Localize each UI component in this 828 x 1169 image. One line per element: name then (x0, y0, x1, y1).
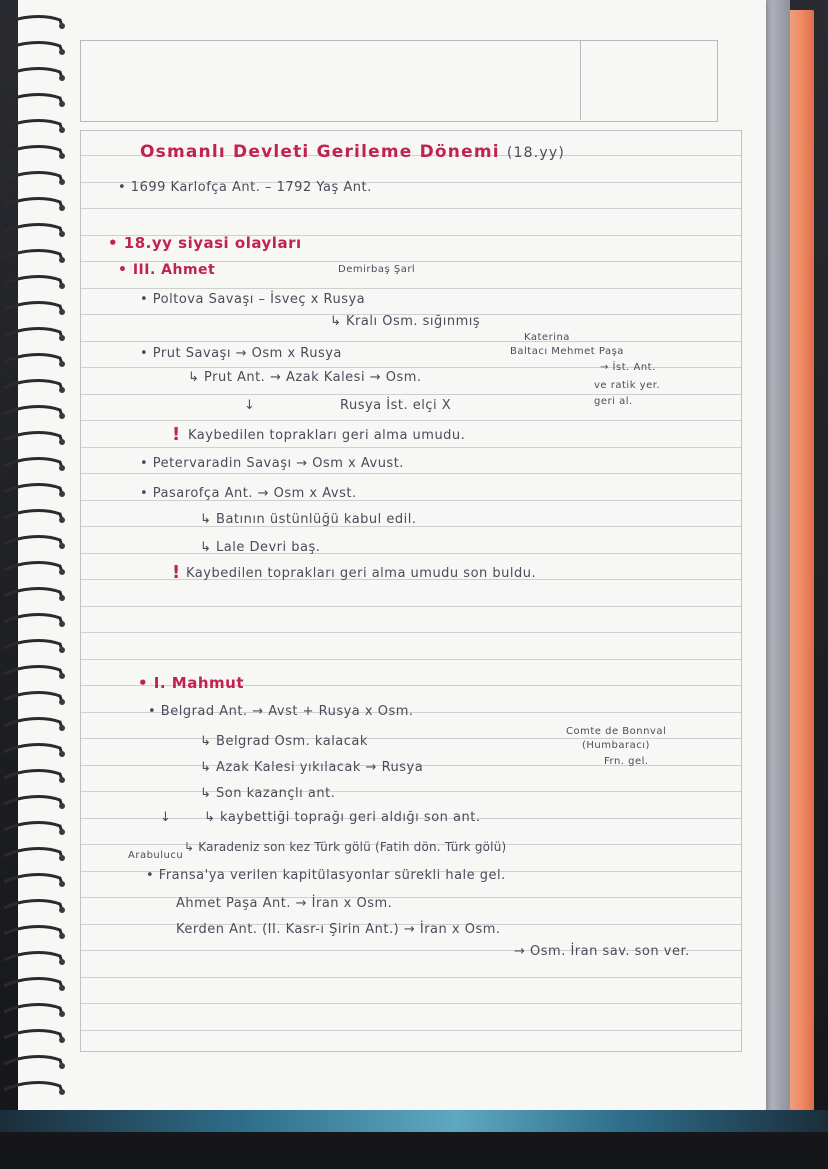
punch-hole (59, 907, 65, 913)
ruled-line (81, 1030, 741, 1031)
spiral-coil (4, 303, 62, 312)
punch-hole (59, 231, 65, 237)
title-text: Osmanlı Devleti Gerileme Dönemi (140, 142, 500, 162)
spiral-coil (4, 459, 62, 468)
punch-hole (59, 543, 65, 549)
note-line: Rusya İst. elçi X (340, 398, 452, 413)
punch-hole (59, 1089, 65, 1095)
spiral-coil (4, 69, 62, 78)
spiral-coil (4, 251, 62, 260)
spiral-coil (4, 407, 62, 416)
note-annotation: → İst. Ant. (600, 362, 656, 373)
note-line: Kaybedilen toprakları geri alma umudu. (188, 428, 466, 443)
punch-hole (59, 621, 65, 627)
punch-hole (59, 1063, 65, 1069)
punch-hole (59, 699, 65, 705)
ruled-line (81, 420, 741, 421)
note-line: ↳ Lale Devri baş. (200, 540, 321, 555)
spiral-coil (4, 43, 62, 52)
ruled-line (81, 738, 741, 739)
note-line: • Pasarofça Ant. → Osm x Avst. (140, 486, 357, 501)
note-annotation: Comte de Bonnval (566, 726, 667, 737)
exclamation-icon: ! (172, 562, 181, 583)
title-suffix: (18.yy) (506, 145, 566, 161)
punch-hole (59, 881, 65, 887)
note-line: Kaybedilen toprakları geri alma umudu son buldu. (186, 566, 537, 581)
note-line: • 1699 Karlofça Ant. – 1792 Yaş Ant. (118, 180, 372, 195)
punch-hole (59, 595, 65, 601)
punch-hole (59, 153, 65, 159)
spiral-coil (4, 433, 62, 442)
note-line: ↳ Azak Kalesi yıkılacak → Rusya (200, 760, 424, 775)
punch-hole (59, 829, 65, 835)
note-line: ↳ Belgrad Osm. kalacak (200, 734, 368, 749)
spiral-coil (4, 823, 62, 832)
note-line: ↳ Batının üstünlüğü kabul edil. (200, 512, 417, 527)
punch-hole (59, 751, 65, 757)
exclamation-icon: ! (172, 424, 181, 445)
punch-hole (59, 361, 65, 367)
spiral-coil (4, 1031, 62, 1040)
punch-hole (59, 855, 65, 861)
punch-hole (59, 933, 65, 939)
note-line: • Prut Savaşı → Osm x Rusya (140, 346, 342, 361)
spiral-coil (4, 641, 62, 650)
spiral-coil (4, 875, 62, 884)
punch-hole (59, 257, 65, 263)
punch-hole (59, 309, 65, 315)
ruled-line (81, 632, 741, 633)
spiral-coil (4, 667, 62, 676)
punch-hole (59, 387, 65, 393)
punch-hole (59, 205, 65, 211)
punch-hole (59, 777, 65, 783)
note-annotation: (Humbaracı) (582, 740, 650, 751)
note-annotation: Demirbaş Şarl (338, 264, 416, 275)
ruled-line (81, 288, 741, 289)
punch-hole (59, 439, 65, 445)
punch-hole (59, 1011, 65, 1017)
table-surface (0, 1110, 828, 1132)
spiral-binding (0, 0, 70, 1110)
note-annotation: Katerina (524, 332, 570, 343)
punch-hole (59, 1037, 65, 1043)
note-line: ↳ Kralı Osm. sığınmış (330, 314, 481, 329)
note-line: ↳ Son kazançlı ant. (200, 786, 336, 801)
spiral-coil (4, 979, 62, 988)
spiral-coil (4, 927, 62, 936)
punch-hole (59, 959, 65, 965)
spiral-coil (4, 485, 62, 494)
punch-hole (59, 75, 65, 81)
spiral-coil (4, 147, 62, 156)
punch-hole (59, 127, 65, 133)
punch-hole (59, 803, 65, 809)
spiral-coil (4, 1083, 62, 1092)
spiral-coil (4, 797, 62, 806)
spiral-coil (4, 563, 62, 572)
note-line: ↳ kaybettiği toprağı geri aldığı son ant. (204, 810, 481, 825)
note-line: • Fransa'ya verilen kapitülasyonlar sürekli hale gel. (146, 868, 506, 883)
note-line: Ahmet Paşa Ant. → İran x Osm. (176, 896, 393, 911)
spiral-coil (4, 277, 62, 286)
spiral-coil (4, 615, 62, 624)
ruled-line (81, 447, 741, 448)
note-annotation: Frn. gel. (604, 756, 649, 767)
note-annotation: Baltacı Mehmet Paşa (510, 346, 624, 357)
ruled-line (81, 791, 741, 792)
punch-hole (59, 335, 65, 341)
note-line: ↳ Prut Ant. → Azak Kalesi → Osm. (188, 370, 422, 385)
punch-hole (59, 413, 65, 419)
punch-hole (59, 491, 65, 497)
note-line: Kerden Ant. (II. Kasr-ı Şirin Ant.) → İran x Osm. (176, 922, 501, 937)
spiral-coil (4, 719, 62, 728)
ruled-line (81, 1003, 741, 1004)
punch-hole (59, 517, 65, 523)
ruled-line (81, 553, 741, 554)
spiral-coil (4, 537, 62, 546)
ruled-line (81, 977, 741, 978)
note-line: → Osm. İran sav. son ver. (514, 944, 690, 959)
note-annotation: geri al. (594, 396, 633, 407)
punch-hole (59, 23, 65, 29)
spiral-coil (4, 329, 62, 338)
note-line: • Poltova Savaşı – İsveç x Rusya (140, 292, 366, 307)
spiral-coil (4, 901, 62, 910)
spiral-coil (4, 1005, 62, 1014)
subsection-heading: • I. Mahmut (138, 674, 245, 692)
punch-hole (59, 465, 65, 471)
note-arrow: ↓ (244, 398, 256, 413)
spiral-coil (4, 121, 62, 130)
header-divider (580, 40, 581, 120)
note-arrow: ↓ (160, 810, 172, 825)
spiral-coil (4, 693, 62, 702)
ruled-line (81, 341, 741, 342)
spiral-coil (4, 771, 62, 780)
punch-hole (59, 101, 65, 107)
spiral-coil (4, 381, 62, 390)
punch-hole (59, 283, 65, 289)
note-line: • Petervaradin Savaşı → Osm x Avust. (140, 456, 404, 471)
spiral-coil (4, 511, 62, 520)
spiral-coil (4, 745, 62, 754)
ruled-line (81, 606, 741, 607)
punch-hole (59, 673, 65, 679)
spiral-coil (4, 355, 62, 364)
header-box (80, 40, 718, 122)
ruled-line (81, 659, 741, 660)
note-line: • Belgrad Ant. → Avst + Rusya x Osm. (148, 704, 414, 719)
spiral-coil (4, 199, 62, 208)
spiral-coil (4, 849, 62, 858)
note-annotation: Arabulucu (128, 850, 184, 861)
punch-hole (59, 179, 65, 185)
punch-hole (59, 569, 65, 575)
spiral-coil (4, 589, 62, 598)
page-title (140, 142, 565, 162)
punch-hole (59, 725, 65, 731)
ruled-line (81, 394, 741, 395)
punch-hole (59, 49, 65, 55)
punch-hole (59, 985, 65, 991)
spiral-coil (4, 17, 62, 26)
spiral-coil (4, 173, 62, 182)
spiral-coil (4, 953, 62, 962)
section-heading: • 18.yy siyasi olayları (108, 234, 302, 252)
spiral-coil (4, 225, 62, 234)
ruled-line (81, 208, 741, 209)
spiral-coil (4, 95, 62, 104)
spiral-coil (4, 1057, 62, 1066)
note-line: ↳ Karadeniz son kez Türk gölü (Fatih dön. Türk gölü) (184, 840, 507, 854)
punch-hole (59, 647, 65, 653)
ruled-line (81, 473, 741, 474)
subsection-heading: • III. Ahmet (118, 262, 216, 278)
note-annotation: ve ratik yer. (594, 380, 661, 391)
